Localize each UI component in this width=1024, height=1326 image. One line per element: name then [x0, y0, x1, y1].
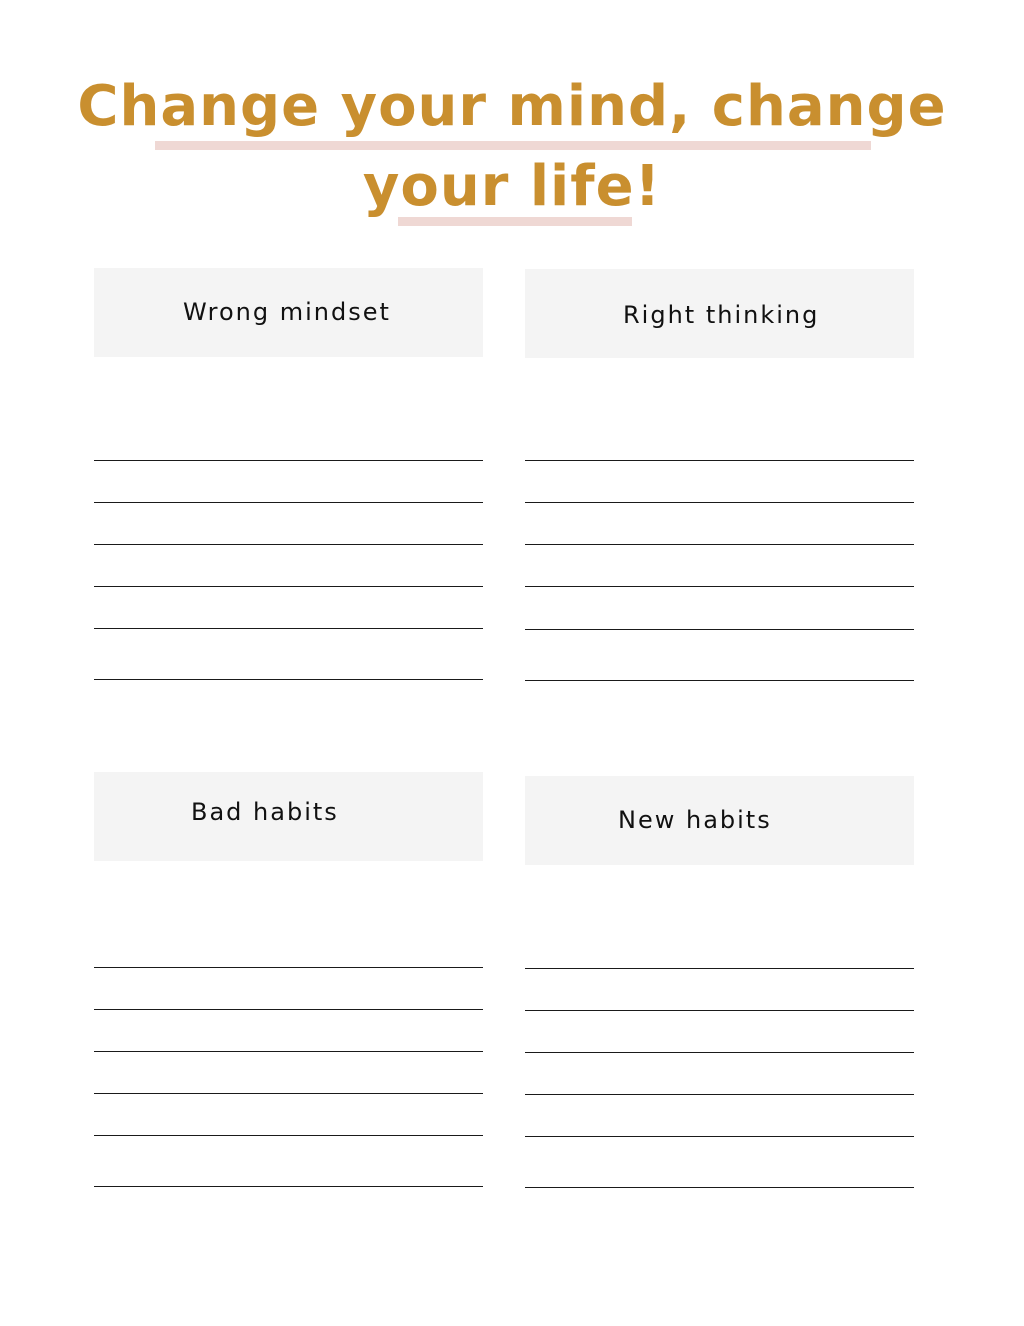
- section-label-new-habits: New habits: [618, 806, 772, 834]
- section-header-right-thinking: [525, 269, 914, 358]
- section-label-bad-habits: Bad habits: [191, 798, 339, 826]
- writing-line[interactable]: [94, 1093, 483, 1094]
- section-label-wrong-mindset: Wrong mindset: [183, 298, 391, 326]
- writing-line[interactable]: [525, 544, 914, 545]
- title-underline-1: [155, 141, 871, 150]
- writing-line[interactable]: [525, 629, 914, 630]
- writing-line[interactable]: [525, 1094, 914, 1095]
- section-label-right-thinking: Right thinking: [623, 301, 820, 329]
- writing-line[interactable]: [525, 680, 914, 681]
- writing-line[interactable]: [94, 1135, 483, 1136]
- writing-line[interactable]: [525, 1136, 914, 1137]
- writing-line[interactable]: [94, 460, 483, 461]
- writing-line[interactable]: [94, 586, 483, 587]
- writing-line[interactable]: [525, 1187, 914, 1188]
- writing-line[interactable]: [525, 968, 914, 969]
- page-title-text-2: your life!: [362, 154, 662, 219]
- section-header-wrong-mindset: [94, 268, 483, 357]
- writing-line[interactable]: [94, 967, 483, 968]
- writing-line[interactable]: [94, 628, 483, 629]
- writing-line[interactable]: [94, 1009, 483, 1010]
- writing-line[interactable]: [525, 1010, 914, 1011]
- page-title-text-1: Change your mind, change: [77, 74, 947, 139]
- writing-line[interactable]: [94, 1051, 483, 1052]
- section-header-bad-habits: [94, 772, 483, 861]
- page-title-line-2: [0, 152, 1024, 222]
- writing-line[interactable]: [94, 679, 483, 680]
- writing-line[interactable]: [525, 1052, 914, 1053]
- writing-line[interactable]: [525, 502, 914, 503]
- section-header-new-habits: [525, 776, 914, 865]
- page-title-line-1: [0, 72, 1024, 142]
- writing-line[interactable]: [94, 502, 483, 503]
- writing-line[interactable]: [525, 586, 914, 587]
- writing-line[interactable]: [94, 544, 483, 545]
- writing-line[interactable]: [525, 460, 914, 461]
- writing-line[interactable]: [94, 1186, 483, 1187]
